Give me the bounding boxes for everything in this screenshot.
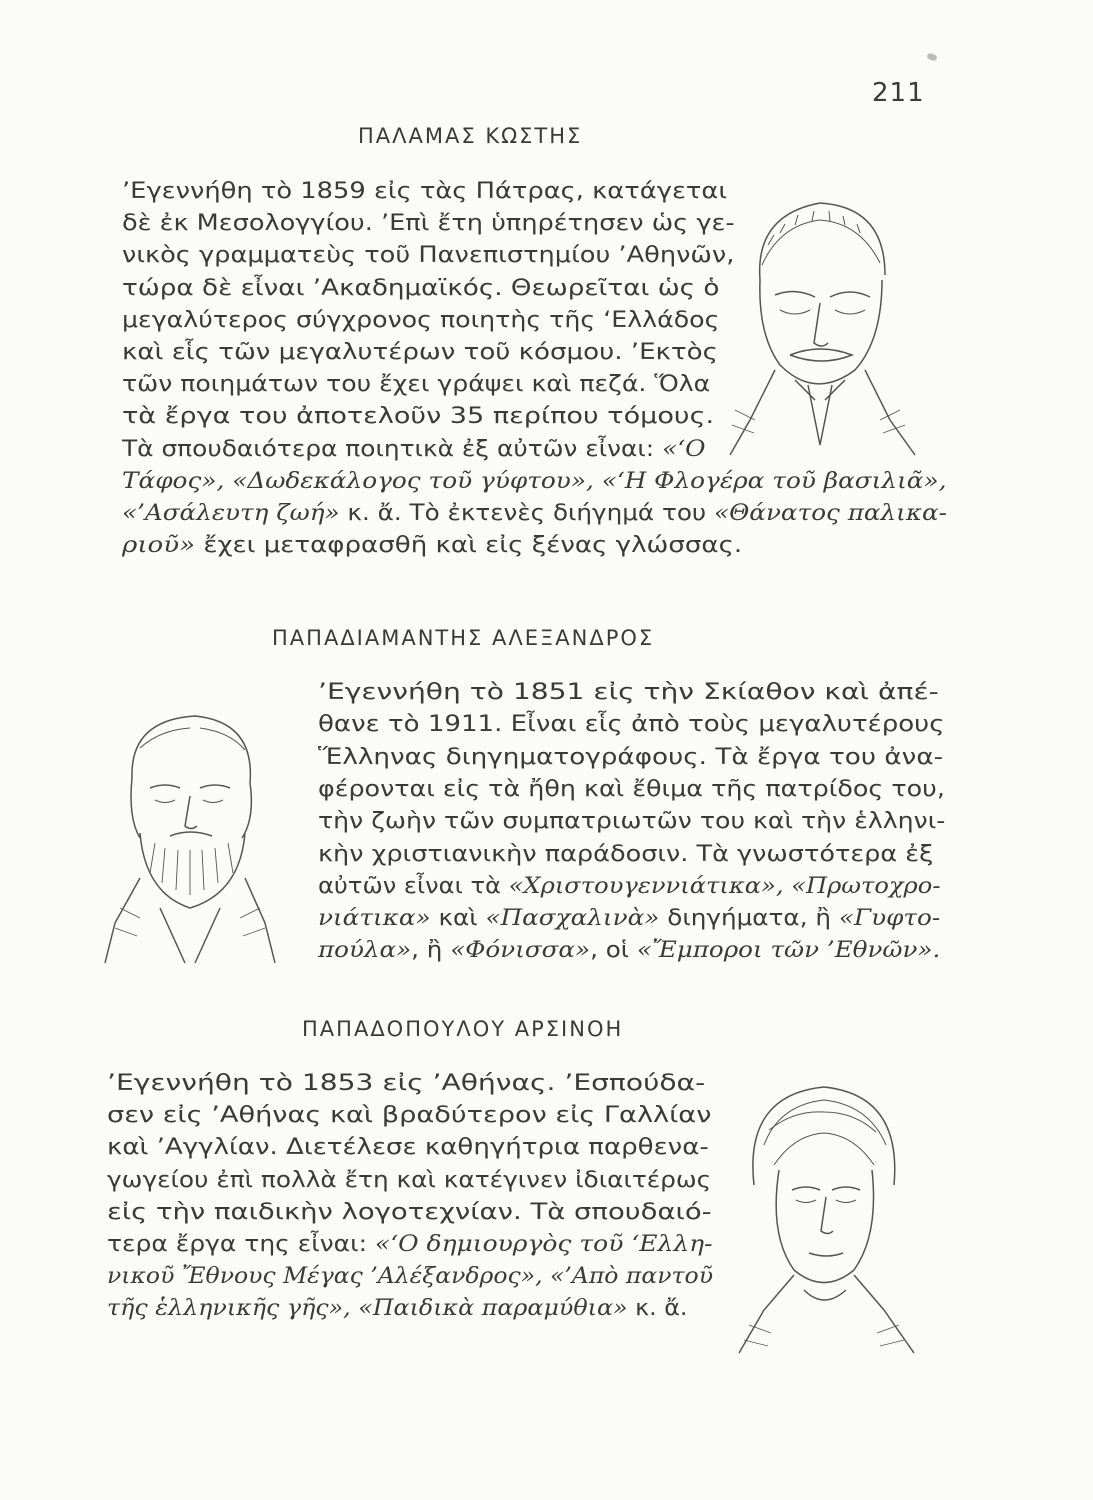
text-span: θανε τὸ 1911. Εἶναι εἷς ἀπὸ τοὺς μεγαλυτέρους — [318, 711, 945, 738]
text-line — [318, 870, 940, 902]
text-line — [107, 1228, 713, 1260]
italic-title: νικοῦ Ἔθνους Μέγας ’Αλέξανδρος», «’Απὸ παντοῦ — [107, 1263, 714, 1290]
text-span: ’Εγεννήθη τὸ 1853 εἰς ’Αθήνας. ’Εσπούδα- — [107, 1070, 706, 1096]
text-span: καὶ εἷς τῶν μεγαλυτέρων τοῦ κόσμου. ’Εκτὸς — [122, 339, 718, 365]
text-span: καὶ ’Αγγλίαν. Διετέλεσε καθηγήτρια παρθενα- — [107, 1134, 709, 1161]
text-line — [318, 741, 943, 773]
text-line — [107, 1292, 687, 1324]
text-line — [122, 497, 947, 529]
text-line — [122, 529, 742, 561]
text-span: κὴν χριστιανικὴν παράδοσιν. Τὰ γνωστότερα ἐξ — [318, 840, 934, 867]
portrait-papadiamantis — [100, 708, 280, 968]
text-line — [107, 1164, 711, 1196]
italic-title: πούλα» — [318, 937, 412, 964]
text-span: τερα ἔργα της εἶναι: — [107, 1231, 375, 1257]
text-span: Ἕλληνας διηγηματογράφους. Τὰ ἔργα του ἀνα- — [318, 743, 944, 770]
text-span: κ. ἄ. — [627, 1295, 688, 1322]
text-line — [122, 175, 727, 207]
text-span: σεν εἰς ’Αθήνας καὶ βραδύτερον εἰς Γαλλίαν — [107, 1102, 712, 1129]
italic-title: νιάτικα» — [318, 905, 431, 932]
italic-title: «Χριστουγεννιάτικα», «Πρωτοχρο- — [508, 872, 941, 899]
text-line — [122, 207, 735, 239]
text-span: διηγήματα, ἢ — [659, 905, 839, 932]
text-line — [122, 336, 718, 368]
text-span: , ἢ — [411, 937, 451, 964]
italic-title: «Φόνισσα» — [450, 937, 591, 964]
text-line — [318, 676, 939, 708]
italic-title: «Θάνατος παλικα- — [714, 500, 947, 526]
italic-title: «Πασχαλινὰ» — [485, 905, 660, 932]
text-line — [318, 902, 940, 934]
text-span: αὐτῶν εἶναι τὰ — [318, 872, 509, 899]
text-line — [318, 805, 945, 837]
text-span: ’Εγεννήθη τὸ 1859 εἰς τὰς Πάτρας, κατάγεται — [122, 178, 728, 204]
text-span: νικὸς γραμματεὺς τοῦ Πανεπιστημίου ’Αθηνῶν, — [122, 242, 735, 269]
italic-title: «Ἔμποροι τῶν ’Εθνῶν». — [636, 937, 941, 964]
text-line — [122, 272, 719, 304]
text-span: καὶ — [430, 905, 486, 932]
italic-title: ριοῦ» — [122, 532, 196, 559]
italic-title: τῆς ἑλληνικῆς γῆς», «Παιδικὰ παραμύθια» — [107, 1295, 628, 1322]
text-line — [318, 934, 940, 966]
italic-title: «‘Ο — [662, 435, 706, 462]
portrait-palamas — [720, 185, 920, 460]
text-span: , οἱ — [590, 937, 637, 964]
text-span: δὲ ἐκ Μεσολογγίου. ’Επὶ ἔτη ὑπηρέτησεν ὡς γε- — [122, 210, 735, 237]
text-span: ’Εγεννήθη τὸ 1851 εἰς τὴν Σκίαθον καὶ ἀπέ- — [318, 679, 939, 705]
text-span: τὴν ζωὴν τῶν συμπατριωτῶν του καὶ τὴν ἑλληνι- — [318, 808, 946, 835]
text-span: κ. ἄ. Τὸ ἐκτενὲς διήγημά του — [339, 500, 715, 526]
italic-title: «Γυφτο- — [838, 905, 941, 932]
text-line — [122, 400, 714, 432]
text-span: τὰ ἔργα του ἀποτελοῦν 35 περίπου τόμους. — [122, 403, 715, 430]
text-line — [122, 304, 719, 336]
italic-title: «’Ασάλευτη ζωή» — [122, 500, 340, 526]
text-line — [107, 1131, 709, 1163]
text-line — [122, 465, 947, 497]
portrait-papadopoulou — [724, 1075, 924, 1355]
text-span: εἰς τὴν παιδικὴν λογοτεχνίαν. Τὰ σπουδαιό- — [107, 1198, 712, 1225]
text-line — [122, 239, 734, 271]
entry-heading-papadopoulou: ΠΑΠΑΔΟΠΟΥΛΟΥ ΑΡΣΙΝΟΗ — [302, 1017, 624, 1041]
text-span: Τὰ σπουδαιότερα ποιητικὰ ἐξ αὐτῶν εἶναι: — [122, 435, 663, 462]
text-line — [107, 1099, 711, 1131]
text-line — [107, 1196, 712, 1228]
ink-speck — [926, 52, 937, 61]
text-span: φέρονται εἰς τὰ ἤθη καὶ ἔθιμα τῆς πατρίδος του, — [318, 775, 945, 802]
text-span: τώρα δὲ εἶναι ’Ακαδημαϊκός. Θεωρεῖται ὡς ὁ — [122, 274, 720, 301]
entry-heading-palamas: ΠΑΛΑΜΑΣ ΚΩΣΤΗΣ — [358, 124, 583, 148]
text-line — [107, 1067, 705, 1099]
italic-title: «‘Ο δημιουργὸς τοῦ ‘Ελλη- — [374, 1231, 713, 1257]
entry-heading-papadiamantis: ΠΑΠΑΔΙΑΜΑΝΤΗΣ ΑΛΕΞΑΝΔΡΟΣ — [272, 626, 655, 650]
text-span: ἔχει μεταφρασθῆ καὶ εἰς ξένας γλώσσας. — [195, 532, 743, 559]
text-line — [318, 708, 944, 740]
text-span: γωγείου ἐπὶ πολλὰ ἔτη καὶ κατέγινεν ἰδιαιτέρως — [107, 1166, 712, 1193]
text-span: τῶν ποιημάτων του ἔχει γράψει καὶ πεζά. Ὅλα — [122, 371, 711, 398]
italic-title: Τάφος», «Δωδεκάλογος τοῦ γύφτου», «‘Η Φλογέρα τοῦ βασιλιᾶ», — [122, 467, 947, 494]
text-span: μεγαλύτερος σύγχρονος ποιητὴς τῆς ‘Ελλάδος — [122, 306, 720, 333]
text-line — [122, 433, 706, 465]
text-line — [318, 838, 933, 870]
text-line — [107, 1260, 713, 1292]
page-number: 211 — [872, 78, 925, 108]
text-line — [318, 773, 945, 805]
text-line — [122, 368, 710, 400]
